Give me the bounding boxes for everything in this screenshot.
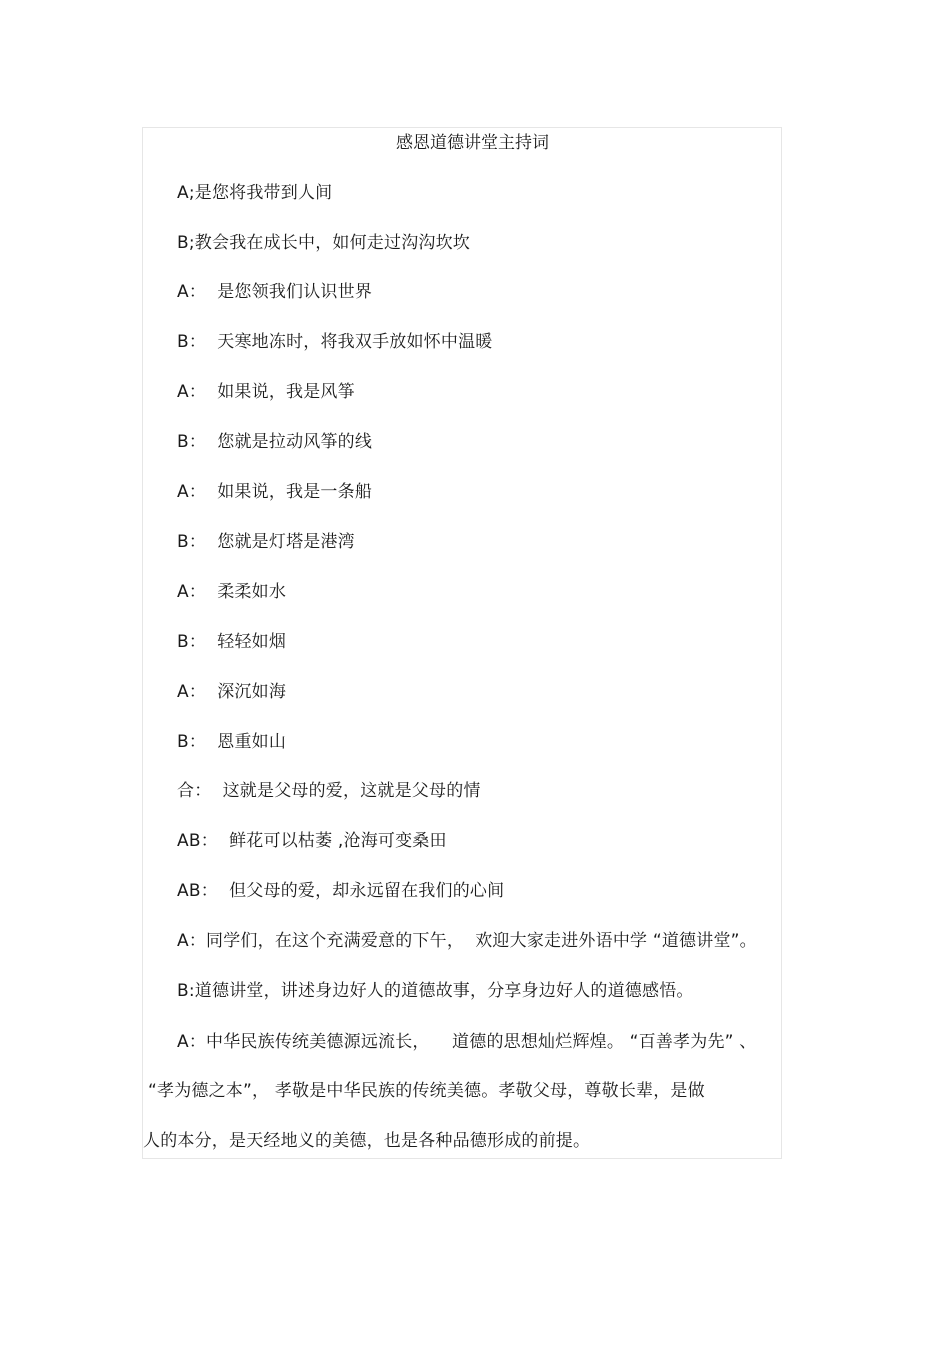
- dialogue-line: AB： 但父母的爱，却永远留在我们的心间: [177, 881, 505, 901]
- dialogue-line: A： 柔柔如水: [177, 582, 287, 602]
- dialogue-line: B： 您就是灯塔是港湾: [177, 532, 355, 552]
- dialogue-line: B： 天寒地冻时，将我双手放如怀中温暖: [177, 332, 493, 352]
- paragraph-line: “孝为德之本”， 孝敬是中华民族的传统美德。孝敬父母，尊敬长辈，是做: [148, 1081, 705, 1101]
- dialogue-line: A： 深沉如海: [177, 682, 287, 702]
- dialogue-line: B： 恩重如山: [177, 732, 287, 752]
- dialogue-line: A： 如果说，我是风筝: [177, 382, 355, 402]
- paragraph-line: A：中华民族传统美德源远流长， 道德的思想灿烂辉煌。 “百善孝为先” 、: [177, 1032, 757, 1052]
- dialogue-line: A： 如果说，我是一条船: [177, 482, 373, 502]
- dialogue-line: 合： 这就是父母的爱，这就是父母的情: [177, 781, 481, 801]
- dialogue-line: A： 是您领我们认识世界: [177, 282, 373, 302]
- dialogue-line: B： 您就是拉动风筝的线: [177, 432, 373, 452]
- paragraph-line: B:道德讲堂，讲述身边好人的道德故事，分享身边好人的道德感悟。: [177, 981, 694, 1001]
- document-title: 感恩道德讲堂主持词: [396, 133, 549, 153]
- dialogue-line: B： 轻轻如烟: [177, 632, 287, 652]
- paragraph-line: A：同学们，在这个充满爱意的下午， 欢迎大家走进外语中学 “道德讲堂”。: [177, 931, 757, 951]
- dialogue-line: A;是您将我带到人间: [177, 183, 333, 203]
- paragraph-line: 人的本分，是天经地义的美德，也是各种品德形成的前提。: [143, 1131, 591, 1151]
- dialogue-line: B;教会我在成长中，如何走过沟沟坎坎: [177, 233, 470, 253]
- dialogue-line: AB： 鲜花可以枯萎 ,沧海可变桑田: [177, 831, 447, 851]
